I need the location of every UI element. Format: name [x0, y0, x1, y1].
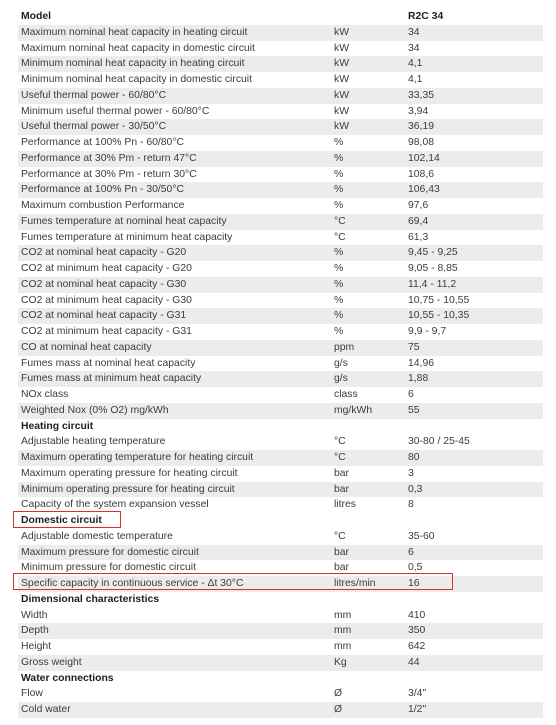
row-value: 3 [408, 467, 414, 479]
row-unit: g/s [334, 373, 348, 385]
row-label: Cold water [21, 704, 71, 715]
row-value: 6 [408, 389, 414, 400]
section-title: Heating circuit [21, 420, 94, 432]
row-value: 98,08 [408, 137, 435, 148]
header-model-value: R2C 34 [408, 11, 444, 22]
table-body [18, 25, 543, 718]
row-value: 1/2" [408, 704, 427, 715]
row-label: Maximum nominal heat capacity in heating circuit [21, 26, 248, 38]
section-header [18, 419, 543, 435]
row-value: 9,9 - 9,7 [408, 326, 447, 337]
table-row [18, 482, 543, 498]
row-unit: Kg [334, 656, 347, 668]
table-row [18, 261, 543, 277]
table-row [18, 387, 543, 403]
row-unit: litres [334, 499, 356, 511]
row-unit: % [334, 247, 344, 259]
table-row [18, 119, 543, 135]
section-header [18, 592, 543, 608]
table-row [18, 608, 543, 624]
section-title: Domestic circuit [21, 515, 102, 526]
row-label: CO2 at nominal heat capacity - G30 [21, 278, 187, 290]
row-value: 10,75 - 10,55 [408, 294, 470, 306]
row-unit: % [334, 263, 344, 274]
table-row [18, 104, 543, 120]
row-label: CO2 at minimum heat capacity - G30 [21, 294, 192, 306]
row-label: Width [21, 609, 48, 621]
row-label: CO2 at nominal heat capacity - G31 [21, 310, 187, 322]
row-value [405, 592, 543, 608]
row-label: Adjustable heating temperature [21, 436, 166, 448]
table-row [18, 25, 543, 41]
table-row [18, 230, 543, 246]
row-unit: g/s [334, 357, 348, 369]
row-value: 0,5 [408, 562, 423, 574]
row-value: 34 [408, 42, 420, 54]
table-row [18, 340, 543, 356]
header-unit-cell [331, 9, 405, 25]
row-label: Capacity of the system expansion vessel [21, 499, 209, 511]
row-value [405, 671, 543, 687]
row-unit: % [334, 310, 344, 322]
row-label: Useful thermal power - 30/50°C [21, 121, 167, 133]
table-row [18, 639, 543, 655]
row-label: Maximum operating pressure for heating circuit [21, 467, 238, 479]
row-value [405, 419, 543, 435]
row-label: CO at nominal heat capacity [21, 341, 152, 353]
row-label: Fumes mass at nominal heat capacity [21, 357, 196, 369]
row-value: 36,19 [408, 121, 435, 133]
table-row [18, 308, 543, 324]
row-unit: kW [334, 74, 350, 85]
row-unit: °C [334, 452, 346, 463]
row-unit: kW [334, 105, 350, 117]
section-header [18, 671, 543, 687]
row-value: 4,1 [408, 58, 423, 70]
row-value: 9,05 - 8,85 [408, 263, 458, 274]
row-unit: kW [334, 26, 350, 38]
row-unit [331, 513, 405, 529]
row-unit: Ø [334, 688, 343, 700]
row-unit: °C [334, 215, 346, 227]
row-unit: Ø [334, 704, 343, 715]
table-row [18, 277, 543, 293]
row-value: 1,88 [408, 373, 429, 385]
row-label: Minimum nominal heat capacity in domestic circuit [21, 74, 252, 85]
row-unit [331, 671, 405, 687]
row-unit: % [334, 137, 344, 148]
row-unit: °C [334, 436, 346, 448]
row-label: Minimum pressure for domestic circuit [21, 562, 196, 574]
row-value: 106,43 [408, 184, 440, 196]
row-label: Performance at 30% Pm - return 47°C [21, 152, 197, 164]
row-value: 410 [408, 609, 426, 621]
row-label: Depth [21, 625, 49, 637]
table-row [18, 529, 543, 545]
row-value: 61,3 [408, 231, 429, 243]
table-row [18, 293, 543, 309]
row-label: CO2 at minimum heat capacity - G20 [21, 263, 192, 274]
table-row [18, 434, 543, 450]
table-row [18, 72, 543, 88]
row-value: 4,1 [408, 74, 423, 85]
row-value: 10,55 - 10,35 [408, 310, 470, 322]
row-label: Useful thermal power - 60/80°C [21, 89, 167, 101]
row-unit: kW [334, 89, 350, 101]
row-label: Minimum operating pressure for heating circuit [21, 483, 235, 495]
table-row [18, 245, 543, 261]
row-value: 75 [408, 341, 420, 353]
table-row [18, 182, 543, 198]
row-unit: mm [334, 641, 352, 652]
row-value: 108,6 [408, 168, 435, 180]
row-value: 350 [408, 625, 426, 637]
row-label: NOx class [21, 389, 69, 400]
table-row [18, 497, 543, 513]
table-row [18, 655, 543, 671]
row-unit: bar [334, 562, 350, 574]
table-row [18, 545, 543, 561]
row-label: Performance at 30% Pm - return 30°C [21, 168, 197, 180]
row-value: 11,4 - 11,2 [408, 278, 457, 290]
row-label: Minimum nominal heat capacity in heating circuit [21, 58, 245, 70]
row-label: Maximum operating temperature for heating circuit [21, 452, 254, 463]
header-model-label: Model [21, 11, 52, 22]
table-row [18, 56, 543, 72]
table-row [18, 560, 543, 576]
table-row [18, 450, 543, 466]
row-unit [331, 419, 405, 435]
row-unit: mm [334, 625, 352, 637]
table-row [18, 403, 543, 419]
table-row [18, 214, 543, 230]
row-label: Performance at 100% Pn - 30/50°C [21, 184, 184, 196]
row-unit: % [334, 168, 344, 180]
row-value: 8 [408, 499, 414, 511]
table-row [18, 356, 543, 372]
table-row [18, 198, 543, 214]
table-row [18, 371, 543, 387]
row-label: CO2 at nominal heat capacity - G20 [21, 247, 187, 259]
row-unit: litres/min [334, 578, 376, 589]
table-row [18, 702, 543, 718]
row-unit: °C [334, 231, 346, 243]
row-unit: kW [334, 42, 350, 54]
row-unit: bar [334, 546, 350, 558]
table-row [18, 466, 543, 482]
row-value: 6 [408, 546, 414, 558]
row-label: Fumes mass at minimum heat capacity [21, 373, 202, 385]
row-label: Weighted Nox (0% O2) mg/kWh [21, 404, 169, 416]
table-row [18, 151, 543, 167]
table-row [18, 686, 543, 702]
row-value: 97,6 [408, 200, 429, 211]
row-label: Maximum pressure for domestic circuit [21, 546, 199, 558]
row-unit: bar [334, 483, 350, 495]
row-label: Fumes temperature at nominal heat capacity [21, 215, 227, 227]
table-row [18, 167, 543, 183]
row-value: 642 [408, 641, 426, 652]
row-label: Flow [21, 688, 43, 700]
row-unit: % [334, 200, 344, 211]
row-label: Specific capacity in continuous service - Δt 30°C [21, 578, 244, 589]
table-row [18, 623, 543, 639]
row-value: 34 [408, 26, 420, 38]
row-value: 3,94 [408, 105, 429, 117]
row-label: Fumes temperature at minimum heat capacity [21, 231, 233, 243]
row-label: Performance at 100% Pn - 60/80°C [21, 137, 184, 148]
row-unit: kW [334, 121, 350, 133]
row-unit: bar [334, 467, 350, 479]
row-value: 35-60 [408, 530, 435, 542]
row-value: 80 [408, 452, 420, 463]
row-label: Maximum combustion Performance [21, 200, 185, 211]
row-value: 102,14 [408, 152, 440, 164]
row-value [405, 513, 543, 529]
row-unit: kW [334, 58, 350, 70]
row-label: Gross weight [21, 656, 82, 668]
section-header [18, 513, 543, 529]
row-value: 30-80 / 25-45 [408, 436, 470, 448]
row-value: 3/4" [408, 688, 427, 700]
row-label: CO2 at minimum heat capacity - G31 [21, 326, 192, 337]
row-value: 9,45 - 9,25 [408, 247, 458, 259]
row-label: Height [21, 641, 52, 652]
section-title: Dimensional characteristics [21, 593, 160, 605]
row-unit: % [334, 152, 344, 164]
row-unit: ppm [334, 341, 355, 353]
row-unit: % [334, 278, 344, 290]
row-value: 44 [408, 656, 420, 668]
row-value: 14,96 [408, 357, 435, 369]
table-row [18, 135, 543, 151]
spec-table [18, 9, 543, 718]
row-unit: % [334, 294, 344, 306]
table-header [18, 9, 543, 25]
row-unit [331, 592, 405, 608]
row-unit: class [334, 389, 358, 400]
row-unit: mm [334, 609, 352, 621]
row-unit: % [334, 326, 344, 337]
row-value: 69,4 [408, 215, 429, 227]
row-unit: °C [334, 530, 346, 542]
row-unit: % [334, 184, 344, 196]
table-row [18, 324, 543, 340]
row-value: 33,35 [408, 89, 435, 101]
table-row [18, 576, 543, 592]
row-label: Maximum nominal heat capacity in domestic circuit [21, 42, 255, 54]
row-unit: mg/kWh [334, 404, 373, 416]
row-label: Adjustable domestic temperature [21, 530, 173, 542]
row-label: Minimum useful thermal power - 60/80°C [21, 105, 210, 117]
section-title: Water connections [21, 672, 114, 684]
row-value: 16 [408, 578, 420, 589]
row-value: 0,3 [408, 483, 423, 495]
row-value: 55 [408, 404, 420, 416]
table-row [18, 41, 543, 57]
table-row [18, 88, 543, 104]
